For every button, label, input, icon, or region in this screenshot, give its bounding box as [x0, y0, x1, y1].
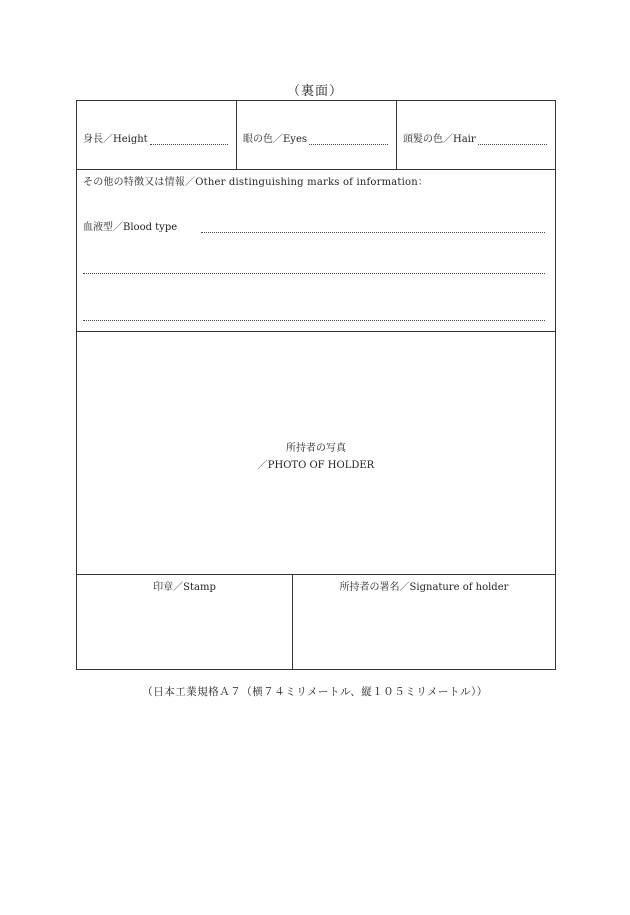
jis-size-note: （日本工業規格Ａ７（横７４ミリメートル、縦１０５ミリメートル）） [142, 686, 488, 698]
eyes-label: 眼の色／Eyes [243, 134, 307, 145]
blank-dotted-line-1[interactable] [83, 273, 545, 274]
signature-label: 所持者の署名／Signature of holder [339, 582, 509, 593]
other-marks-heading: その他の特徴又は情報／Other distinguishing marks of information： [83, 177, 429, 188]
physical-traits-row [77, 101, 555, 170]
distinguishing-marks-section [77, 169, 555, 332]
height-dotted-line [150, 135, 228, 145]
blood-type-field[interactable] [83, 218, 545, 233]
photo-label-en: ／PHOTO OF HOLDER [257, 460, 375, 471]
hair-dotted-line [478, 135, 547, 145]
photo-area[interactable] [77, 331, 555, 575]
hair-label: 頭髪の色／Hair [403, 134, 476, 145]
height-cell [77, 101, 237, 169]
signature-area[interactable] [293, 574, 555, 669]
hair-cell [397, 101, 555, 169]
id-card-back-form [76, 100, 556, 670]
photo-label-jp: 所持者の写真 [286, 443, 346, 454]
stamp-area[interactable] [77, 574, 293, 669]
height-label: 身長／Height [83, 134, 148, 145]
blood-type-label: 血液型／Blood type [83, 222, 178, 233]
stamp-signature-row [77, 574, 555, 669]
blank-dotted-line-2[interactable] [83, 320, 545, 321]
eyes-field[interactable] [243, 130, 388, 145]
height-field[interactable] [83, 130, 228, 145]
eyes-cell [237, 101, 397, 169]
page-title: （裏面） [286, 84, 343, 99]
blood-type-dotted-line [201, 223, 545, 233]
eyes-dotted-line [309, 135, 388, 145]
hair-field[interactable] [403, 130, 547, 145]
stamp-label: 印章／Stamp [153, 582, 216, 593]
